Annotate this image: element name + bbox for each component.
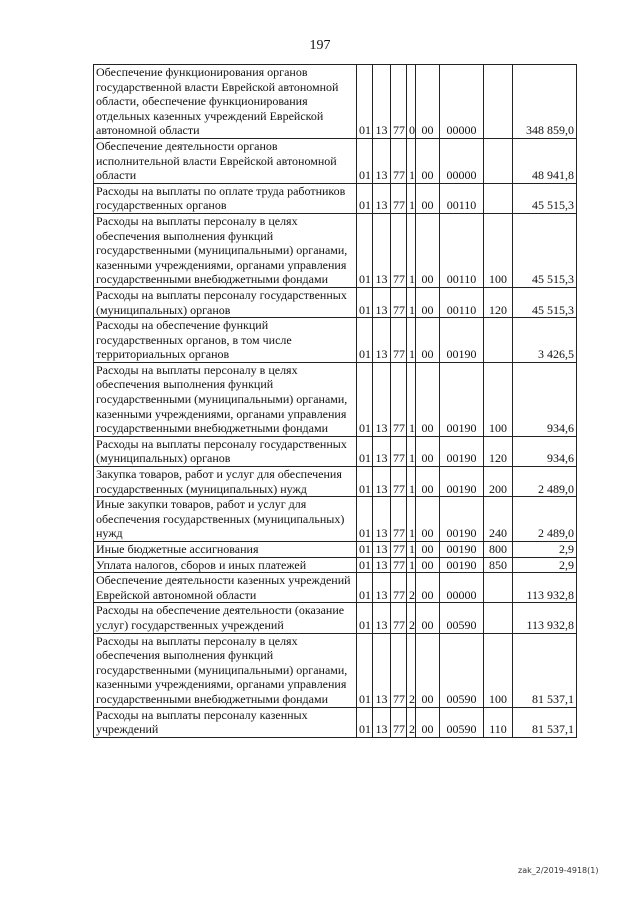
program-code-cell: 77 [391,436,407,466]
section-code-cell: 01 [357,467,373,497]
subprogram-code-cell: 1 [407,467,416,497]
row-name-cell: Расходы на выплаты по оплате труда работников государственных органов [94,183,357,213]
amount-cell: 2,9 [513,557,577,573]
table-row [94,362,577,436]
table-row [94,707,577,737]
main-event-code-cell: 00 [416,287,440,317]
subsection-code-cell: 13 [373,497,391,542]
program-code-cell: 77 [391,467,407,497]
subsection-code-cell: 13 [373,183,391,213]
amount-cell: 45 515,3 [513,213,577,287]
expense-type-code-cell: 100 [484,362,513,436]
budget-table-body [94,65,577,738]
row-name-cell: Расходы на выплаты персоналу в целях обеспечения выполнения функций государственными (муниципальными) органами, казенными учреждениями, органами управления государственными внебюджетными фондами [94,633,357,707]
expense-type-code-cell: 240 [484,497,513,542]
section-code-cell: 01 [357,362,373,436]
program-code-cell: 77 [391,138,407,183]
expense-type-code-cell [484,573,513,603]
direction-code-cell: 00190 [440,542,484,558]
subsection-code-cell: 13 [373,138,391,183]
section-code-cell: 01 [357,573,373,603]
row-name-cell: Обеспечение деятельности казенных учреждений Еврейской автономной области [94,573,357,603]
amount-cell: 348 859,0 [513,65,577,139]
subprogram-code-cell: 1 [407,497,416,542]
expense-type-code-cell: 850 [484,557,513,573]
direction-code-cell: 00190 [440,467,484,497]
direction-code-cell: 00110 [440,287,484,317]
row-name-cell: Расходы на выплаты персоналу в целях обеспечения выполнения функций государственными (муниципальными) органами, казенными учреждениями, органами управления государственными внебюджетными фондами [94,362,357,436]
subprogram-code-cell: 2 [407,603,416,633]
subprogram-code-cell: 1 [407,436,416,466]
row-name-cell: Расходы на выплаты персоналу государственных (муниципальных) органов [94,436,357,466]
program-code-cell: 77 [391,707,407,737]
program-code-cell: 77 [391,183,407,213]
amount-cell: 81 537,1 [513,633,577,707]
amount-cell: 45 515,3 [513,287,577,317]
main-event-code-cell: 00 [416,318,440,363]
amount-cell: 45 515,3 [513,183,577,213]
row-name-cell: Уплата налогов, сборов и иных платежей [94,557,357,573]
row-name-cell: Иные закупки товаров, работ и услуг для обеспечения государственных (муниципальных) нужд [94,497,357,542]
row-name-cell: Обеспечение функционирования органов государственной власти Еврейской автономной области, обеспечение функционирования отдельных казенных учреждений Еврейской автономной области [94,65,357,139]
subsection-code-cell: 13 [373,318,391,363]
direction-code-cell: 00110 [440,213,484,287]
direction-code-cell: 00110 [440,183,484,213]
expense-type-code-cell: 800 [484,542,513,558]
subsection-code-cell: 13 [373,362,391,436]
section-code-cell: 01 [357,633,373,707]
direction-code-cell: 00190 [440,362,484,436]
table-row [94,213,577,287]
direction-code-cell: 00590 [440,707,484,737]
direction-code-cell: 00590 [440,633,484,707]
section-code-cell: 01 [357,603,373,633]
subsection-code-cell: 13 [373,287,391,317]
direction-code-cell: 00000 [440,65,484,139]
program-code-cell: 77 [391,633,407,707]
subprogram-code-cell: 2 [407,707,416,737]
subsection-code-cell: 13 [373,707,391,737]
expense-type-code-cell [484,603,513,633]
section-code-cell: 01 [357,213,373,287]
expense-type-code-cell: 110 [484,707,513,737]
main-event-code-cell: 00 [416,362,440,436]
amount-cell: 2 489,0 [513,467,577,497]
program-code-cell: 77 [391,362,407,436]
subprogram-code-cell: 1 [407,287,416,317]
subprogram-code-cell: 1 [407,557,416,573]
amount-cell: 113 932,8 [513,603,577,633]
row-name-cell: Расходы на обеспечение деятельности (оказание услуг) государственных учреждений [94,603,357,633]
table-row [94,183,577,213]
subprogram-code-cell: 1 [407,362,416,436]
main-event-code-cell: 00 [416,542,440,558]
section-code-cell: 01 [357,138,373,183]
direction-code-cell: 00000 [440,138,484,183]
section-code-cell: 01 [357,318,373,363]
main-event-code-cell: 00 [416,65,440,139]
direction-code-cell: 00590 [440,603,484,633]
program-code-cell: 77 [391,65,407,139]
expense-type-code-cell [484,65,513,139]
direction-code-cell: 00190 [440,497,484,542]
subprogram-code-cell: 1 [407,542,416,558]
table-row [94,65,577,139]
table-row [94,557,577,573]
program-code-cell: 77 [391,557,407,573]
page-number: 197 [309,38,331,53]
table-row [94,573,577,603]
section-code-cell: 01 [357,707,373,737]
main-event-code-cell: 00 [416,138,440,183]
table-row [94,318,577,363]
subprogram-code-cell: 1 [407,213,416,287]
subsection-code-cell: 13 [373,65,391,139]
amount-cell: 2 489,0 [513,497,577,542]
program-code-cell: 77 [391,318,407,363]
row-name-cell: Иные бюджетные ассигнования [94,542,357,558]
amount-cell: 48 941,8 [513,138,577,183]
program-code-cell: 77 [391,287,407,317]
direction-code-cell: 00000 [440,573,484,603]
main-event-code-cell: 00 [416,467,440,497]
main-event-code-cell: 00 [416,633,440,707]
subprogram-code-cell: 2 [407,573,416,603]
subsection-code-cell: 13 [373,557,391,573]
table-row [94,436,577,466]
program-code-cell: 77 [391,213,407,287]
subprogram-code-cell: 1 [407,318,416,363]
expense-type-code-cell: 120 [484,436,513,466]
expense-type-code-cell: 100 [484,213,513,287]
subprogram-code-cell: 0 [407,65,416,139]
section-code-cell: 01 [357,287,373,317]
row-name-cell: Расходы на выплаты персоналу государственных (муниципальных) органов [94,287,357,317]
section-code-cell: 01 [357,183,373,213]
row-name-cell: Расходы на обеспечение функций государственных органов, в том числе территориальных органов [94,318,357,363]
main-event-code-cell: 00 [416,707,440,737]
main-event-code-cell: 00 [416,603,440,633]
table-row [94,633,577,707]
table-row [94,542,577,558]
expense-type-code-cell [484,318,513,363]
table-row [94,603,577,633]
direction-code-cell: 00190 [440,557,484,573]
row-name-cell: Расходы на выплаты персоналу в целях обеспечения выполнения функций государственными (муниципальными) органами, казенными учреждениями, органами управления государственными внебюджетными фондами [94,213,357,287]
row-name-cell: Закупка товаров, работ и услуг для обеспечения государственных (муниципальных) нужд [94,467,357,497]
expense-type-code-cell [484,183,513,213]
table-row [94,467,577,497]
main-event-code-cell: 00 [416,573,440,603]
main-event-code-cell: 00 [416,497,440,542]
table-row [94,138,577,183]
main-event-code-cell: 00 [416,213,440,287]
main-event-code-cell: 00 [416,557,440,573]
program-code-cell: 77 [391,573,407,603]
main-event-code-cell: 00 [416,436,440,466]
main-event-code-cell: 00 [416,183,440,213]
expense-type-code-cell: 120 [484,287,513,317]
program-code-cell: 77 [391,542,407,558]
program-code-cell: 77 [391,603,407,633]
table-row [94,287,577,317]
subsection-code-cell: 13 [373,573,391,603]
subsection-code-cell: 13 [373,467,391,497]
section-code-cell: 01 [357,497,373,542]
amount-cell: 3 426,5 [513,318,577,363]
expense-type-code-cell: 200 [484,467,513,497]
subsection-code-cell: 13 [373,603,391,633]
expense-type-code-cell [484,138,513,183]
subsection-code-cell: 13 [373,542,391,558]
direction-code-cell: 00190 [440,436,484,466]
amount-cell: 934,6 [513,362,577,436]
row-name-cell: Расходы на выплаты персоналу казенных учреждений [94,707,357,737]
section-code-cell: 01 [357,65,373,139]
subprogram-code-cell: 1 [407,138,416,183]
program-code-cell: 77 [391,497,407,542]
subsection-code-cell: 13 [373,213,391,287]
amount-cell: 81 537,1 [513,707,577,737]
amount-cell: 934,6 [513,436,577,466]
footer-code: zak_2/2019-4918(1) [518,866,599,875]
amount-cell: 113 932,8 [513,573,577,603]
subsection-code-cell: 13 [373,436,391,466]
section-code-cell: 01 [357,557,373,573]
subprogram-code-cell: 1 [407,183,416,213]
row-name-cell: Обеспечение деятельности органов исполнительной власти Еврейской автономной области [94,138,357,183]
section-code-cell: 01 [357,436,373,466]
amount-cell: 2,9 [513,542,577,558]
table-row [94,497,577,542]
expense-type-code-cell: 100 [484,633,513,707]
direction-code-cell: 00190 [440,318,484,363]
subprogram-code-cell: 2 [407,633,416,707]
subsection-code-cell: 13 [373,633,391,707]
section-code-cell: 01 [357,542,373,558]
budget-table [93,64,577,738]
